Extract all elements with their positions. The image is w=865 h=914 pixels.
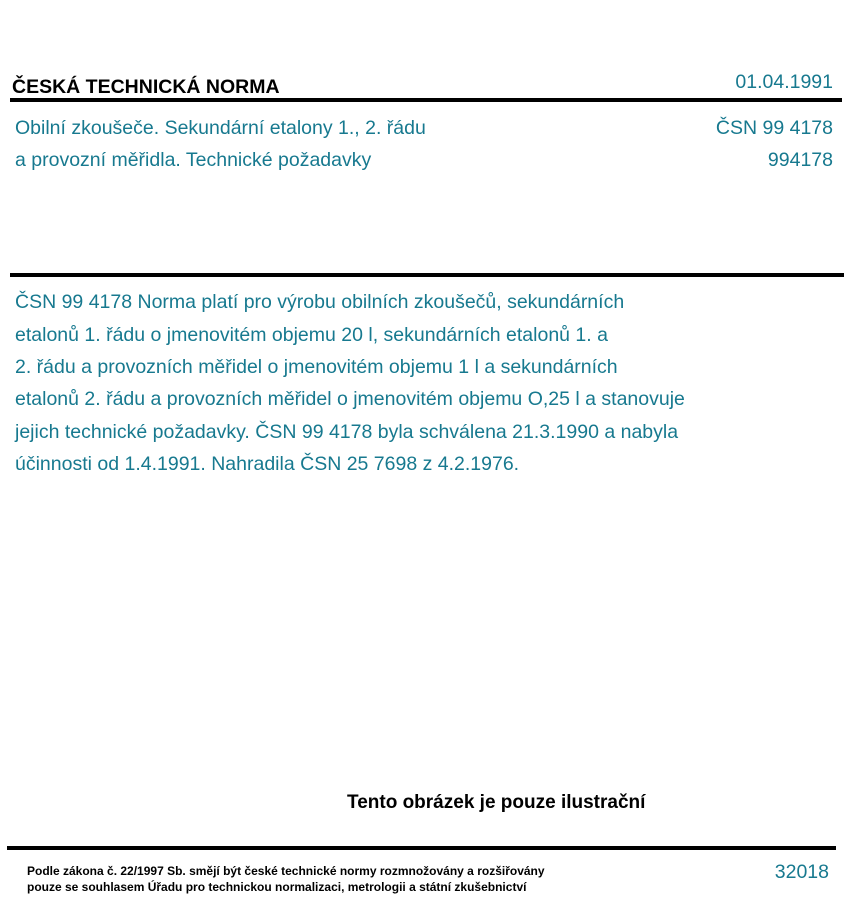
standard-designation: ČSN 99 4178 [715,117,833,139]
header-divider [10,98,842,102]
footer-legal-line-1: Podle zákona č. 22/1997 Sb. smějí být české technické normy rozmnožovány a rozšiřovány [27,864,545,878]
illustration-note: Tento obrázek je pouze ilustrační [347,792,646,813]
standard-title-line-1: Obilní zkoušeče. Sekundární etalony 1., 2. řádu [15,117,426,139]
footer-legal-line-2: pouze se souhlasem Úřadu pro technickou normalizaci, metrologii a státní zkušebnictví [27,880,527,894]
description-line-5: jejich technické požadavky. ČSN 99 4178 byla schválena 21.3.1990 a nabyla [15,421,679,443]
description-line-1: ČSN 99 4178 Norma platí pro výrobu obilních zkoušečů, sekundárních [15,291,625,313]
footer-divider [7,846,836,850]
description-line-2: etalonů 1. řádu o jmenovitém objemu 20 l, sekundárních etalonů 1. a [15,324,608,346]
document-date: 01.04.1991 [735,71,833,93]
standard-catalog-number: 994178 [767,149,833,171]
document-header-title: ČESKÁ TECHNICKÁ NORMA [12,76,280,98]
standard-title-line-2: a provozní měřidla. Technické požadavky [15,149,372,171]
description-line-6: účinnosti od 1.4.1991. Nahradila ČSN 25 7698 z 4.2.1976. [15,453,520,475]
description-line-3: 2. řádu a provozních měřidel o jmenovitém objemu 1 l a sekundárních [15,356,618,378]
footer-number: 32018 [774,861,829,883]
description-line-4: etalonů 2. řádu a provozních měřidel o jmenovitém objemu O,25 l a stanovuje [15,388,685,410]
title-divider [10,273,844,277]
